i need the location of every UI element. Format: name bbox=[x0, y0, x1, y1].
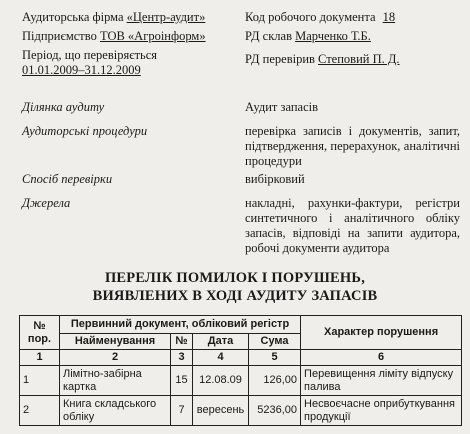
subheader-date: Дата bbox=[193, 334, 249, 350]
row-date: вересень bbox=[193, 396, 249, 426]
checked-value: Степовий П. Д. bbox=[318, 52, 400, 66]
column-number: 2 bbox=[60, 350, 171, 366]
row-no: 2 bbox=[20, 396, 60, 426]
header-no: № пор. bbox=[20, 316, 60, 350]
sources-label: Джерела bbox=[22, 196, 71, 210]
list-title-line1: ПЕРЕЛІК ПОМИЛОК І ПОРУШЕНЬ, bbox=[104, 270, 366, 286]
audit-area-value: Аудит запасів bbox=[245, 100, 318, 114]
sources-value: накладні, рахунки-фактури, регістри синтетичного і аналітичного обліку запасів, відповіді на запити аудитора, робочі документи аудитора bbox=[245, 196, 460, 255]
row-sum: 126,00 bbox=[249, 366, 301, 396]
column-number: 5 bbox=[249, 350, 301, 366]
enterprise-label: Підприємство bbox=[22, 29, 97, 43]
row-date: 12.08.09 bbox=[193, 366, 249, 396]
code-label: Код робочого документа bbox=[245, 10, 376, 24]
errors-table bbox=[19, 315, 462, 426]
table-row bbox=[20, 396, 462, 426]
period-label: Період, що перевіряється bbox=[22, 48, 158, 62]
firm-label: Аудиторська фірма bbox=[22, 10, 124, 24]
header-violation: Характер порушення bbox=[301, 316, 462, 350]
column-number: 6 bbox=[301, 350, 462, 366]
checked-label: РД перевірив bbox=[245, 52, 315, 66]
subheader-no: № bbox=[171, 334, 193, 350]
audit-procedures-value: перевірка записів і документів, запит, підтвердження, перерахунок, аналітичні процедури bbox=[245, 124, 460, 168]
code-line bbox=[245, 10, 399, 25]
row-name: Книга складського обліку bbox=[60, 396, 171, 426]
check-method-value: вибірковий bbox=[245, 172, 305, 186]
header-primary-doc: Первинний документ, обліковий регістр bbox=[60, 316, 301, 334]
row-doc-no: 15 bbox=[171, 366, 193, 396]
subheader-name: Найменування bbox=[60, 334, 171, 350]
column-number: 3 bbox=[171, 350, 193, 366]
period-value: 01.01.2009–31.12.2009 bbox=[22, 63, 141, 77]
subheader-sum: Сума bbox=[249, 334, 301, 350]
enterprise-line bbox=[22, 29, 206, 44]
composed-label: РД склав bbox=[245, 29, 292, 43]
row-no: 1 bbox=[20, 366, 60, 396]
list-title-line2: ВИЯВЛЕНИХ В ХОДІ АУДИТУ ЗАПАСІВ bbox=[92, 288, 378, 304]
composed-line bbox=[245, 29, 371, 44]
row-sum: 5236,00 bbox=[249, 396, 301, 426]
audit-area-label: Ділянка аудиту bbox=[22, 100, 105, 114]
column-number: 4 bbox=[193, 350, 249, 366]
composed-value: Марченко Т.Б. bbox=[295, 29, 371, 43]
code-value: 18 bbox=[382, 10, 396, 24]
check-method-label: Спосіб перевірки bbox=[22, 172, 113, 186]
row-doc-no: 7 bbox=[171, 396, 193, 426]
audit-procedures-label: Аудиторські процедури bbox=[22, 124, 148, 138]
firm-value: «Центр-аудит» bbox=[126, 10, 206, 24]
enterprise-value: ТОВ «Агроінформ» bbox=[99, 29, 206, 43]
column-number: 1 bbox=[20, 350, 60, 366]
row-violation: Несвоєчасне оприбуткування продукції bbox=[301, 396, 462, 426]
row-violation: Перевищення ліміту відпуску палива bbox=[301, 366, 462, 396]
table-row bbox=[20, 366, 462, 396]
firm-line bbox=[22, 10, 205, 25]
checked-line bbox=[245, 52, 400, 67]
row-name: Лімітно-забірна картка bbox=[60, 366, 171, 396]
